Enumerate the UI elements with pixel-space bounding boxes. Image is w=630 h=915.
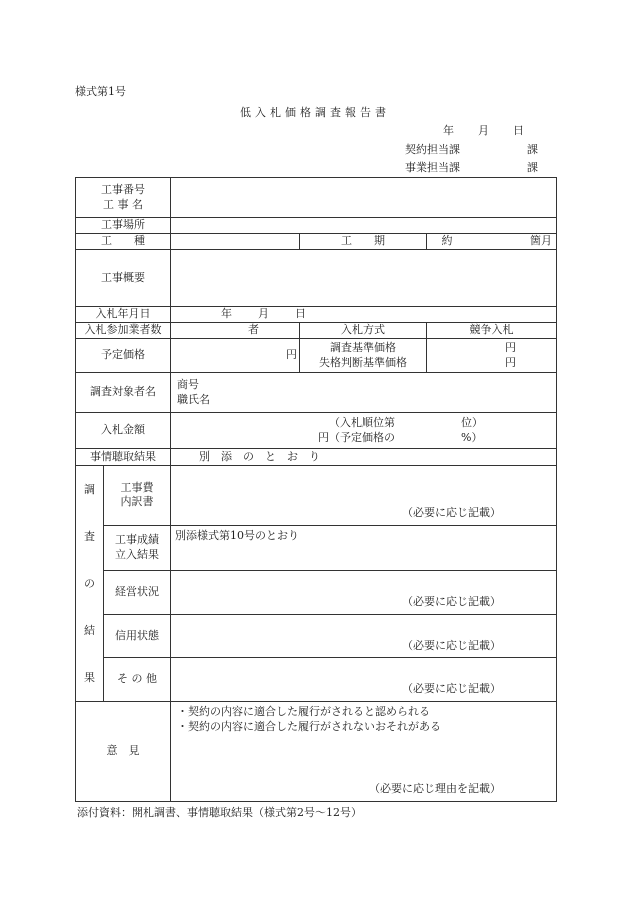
row-work-location (76, 218, 557, 234)
label-period: 工 期 (300, 234, 427, 250)
contract-department-label: 契約担当課 (405, 143, 460, 156)
label-disqualify-price: 失格判断基準価格 (319, 355, 407, 369)
report-table (75, 177, 557, 802)
field-survey-prices[interactable] (427, 339, 557, 373)
survey-results-side-label: 調 査 の 結 果 (76, 466, 104, 702)
row-planned-price (76, 339, 557, 373)
row-management (76, 571, 557, 615)
disqualify-price-unit: 円 (505, 355, 517, 369)
field-bid-method: 競争入札 (427, 323, 557, 339)
field-overview[interactable] (171, 250, 557, 307)
label-work-number-name: 工事番号 工 事 名 (76, 178, 171, 218)
bid-date-day: 日 (295, 307, 306, 321)
label-survey-base-price: 調査基準価格 (330, 340, 396, 354)
field-planned-price[interactable] (171, 339, 300, 373)
bid-date-month: 月 (258, 307, 269, 321)
field-hearing: 別 添 の と お り (171, 449, 557, 466)
field-period[interactable] (427, 234, 557, 250)
contract-department (405, 144, 538, 155)
date-day: 日 (513, 124, 524, 137)
label-opinion: 意 見 (76, 702, 171, 802)
officer-name-label: 職氏名 (177, 392, 210, 406)
field-management[interactable]: （必要に応じ記載） (171, 571, 557, 615)
label-management: 経営状況 (104, 571, 171, 615)
label-bid-date: 入札年月日 (76, 307, 171, 323)
label-overview: 工事概要 (76, 250, 171, 307)
row-target (76, 373, 557, 413)
row-cost-breakdown (76, 466, 557, 526)
field-bid-amount[interactable] (171, 413, 557, 449)
opinion-option-1: ・契約の内容に適合した履行がされると認められる (177, 705, 430, 718)
label-survey-prices (300, 339, 427, 373)
label-cost-breakdown: 工事費 内訳書 (104, 466, 171, 526)
row-work-number (76, 178, 557, 218)
row-hearing (76, 449, 557, 466)
project-department-label: 事業担当課 (405, 161, 460, 174)
row-performance (76, 525, 557, 571)
form-number: 様式第1号 (75, 85, 126, 98)
attachments-note: 添付資料：開札調書、事情聴取結果（様式第2号〜12号） (77, 806, 362, 819)
label-work-type: 工 種 (76, 234, 171, 250)
project-department-unit: 課 (527, 161, 538, 174)
row-bid-amount (76, 413, 557, 449)
label-target-name: 調査対象者名 (76, 373, 171, 413)
date-month: 月 (478, 124, 489, 137)
document-title: 低入札価格調査報告書 (240, 106, 390, 119)
row-credit (76, 614, 557, 658)
label-bid-method: 入札方式 (300, 323, 427, 339)
field-work-location[interactable] (171, 218, 557, 234)
label-bid-amount: 入札金額 (76, 413, 171, 449)
planned-price-unit: 円 (286, 348, 297, 362)
field-other[interactable]: （必要に応じ記載） (171, 658, 557, 702)
field-opinion[interactable] (171, 702, 557, 802)
period-approx: 約 (441, 234, 453, 248)
row-overview (76, 250, 557, 307)
trade-name-label: 商号 (177, 377, 199, 391)
opinion-option-2: ・契約の内容に適合した履行がされないおそれがある (177, 719, 441, 733)
label-hearing: 事情聴取結果 (76, 449, 171, 466)
report-date (443, 125, 524, 136)
field-cost-breakdown[interactable]: （必要に応じ記載） (171, 466, 557, 526)
contract-department-unit: 課 (527, 143, 538, 156)
project-department (405, 162, 538, 173)
field-participants[interactable] (171, 323, 300, 339)
label-participants: 入札参加業者数 (76, 323, 171, 339)
field-performance[interactable]: 別添様式第10号のとおり (171, 525, 557, 571)
row-participants (76, 323, 557, 339)
row-opinion (76, 702, 557, 802)
label-planned-price: 予定価格 (76, 339, 171, 373)
bid-ratio: 円（予定価格の %） (318, 430, 483, 444)
opinion-note: （必要に応じ理由を記載） (369, 782, 502, 796)
bid-date-year: 年 (221, 307, 232, 321)
date-year: 年 (443, 124, 454, 137)
participants-unit: 者 (248, 323, 259, 337)
field-target-name[interactable] (171, 373, 557, 413)
label-performance: 工事成績 立入結果 (104, 525, 171, 571)
field-work-number-name[interactable] (171, 178, 557, 218)
label-credit: 信用状態 (104, 614, 171, 658)
row-bid-date (76, 307, 557, 323)
label-other: そ の 他 (104, 658, 171, 702)
row-work-type (76, 234, 557, 250)
row-other (76, 658, 557, 702)
label-work-location: 工事場所 (76, 218, 171, 234)
field-work-type[interactable] (171, 234, 300, 250)
survey-base-price-unit: 円 (505, 340, 517, 354)
period-months: 箇月 (530, 234, 553, 248)
bid-rank: （入札順位第 位） (329, 415, 483, 429)
field-bid-date[interactable] (171, 307, 557, 323)
field-credit[interactable]: （必要に応じ記載） (171, 614, 557, 658)
